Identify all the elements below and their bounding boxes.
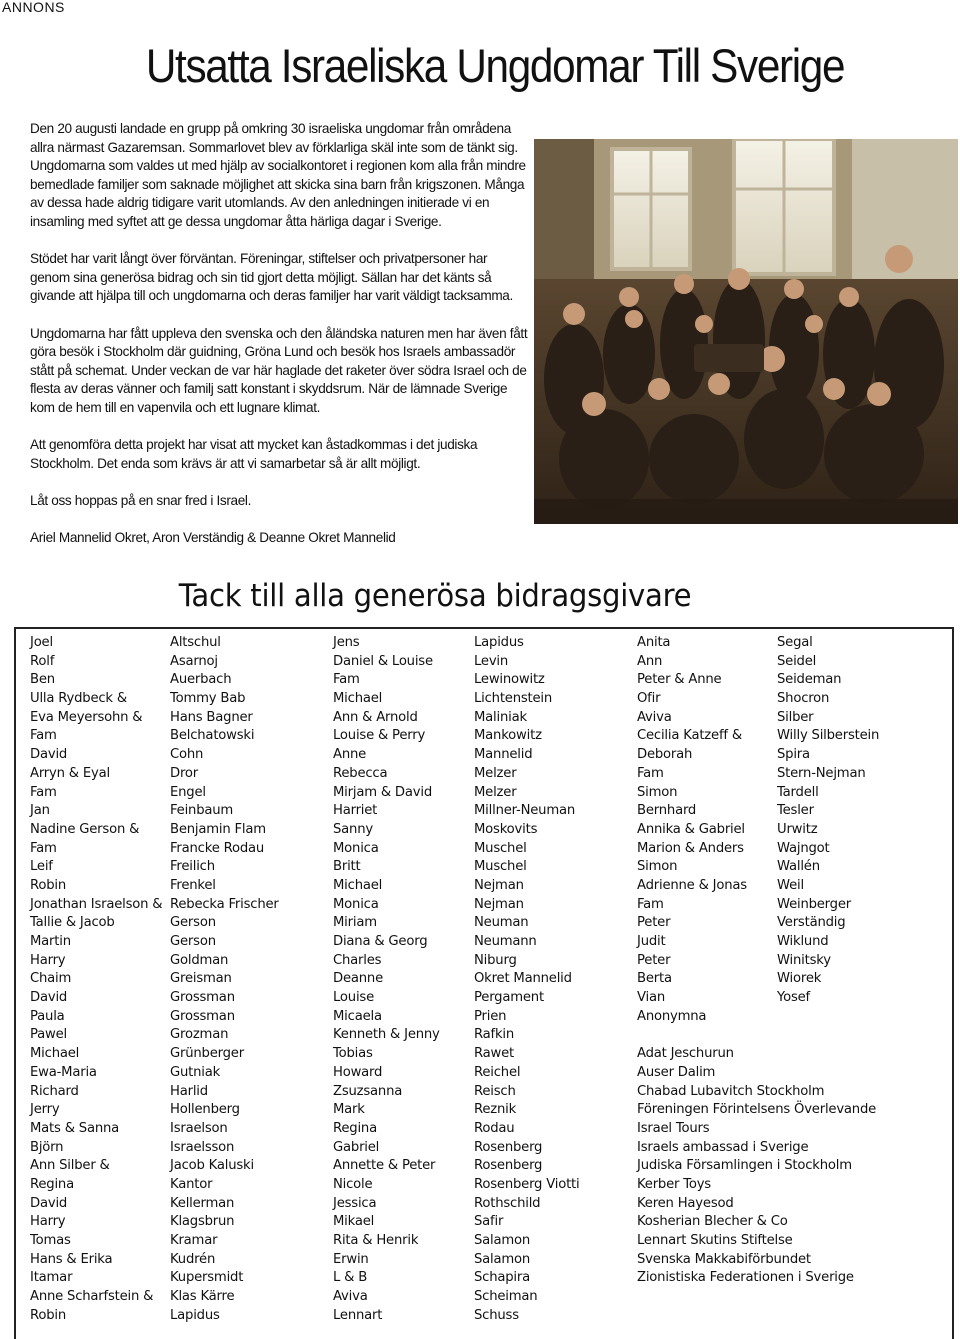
donor-entry: Tesler: [777, 803, 814, 819]
donor-entry: Safir: [474, 1214, 504, 1230]
donor-entry: Pergament: [474, 990, 544, 1006]
donor-entry: Rolf: [30, 653, 55, 669]
donor-entry: Martin: [30, 934, 71, 949]
donor-entry: Robin: [30, 1307, 67, 1323]
donor-entry: Mirjam & David: [333, 784, 432, 800]
donor-entry: Britt: [333, 859, 361, 875]
donor-entry: Klas Kärre: [170, 1289, 235, 1305]
donor-entry: Stern-Nejman: [777, 765, 866, 781]
donor-entry: Schuss: [474, 1307, 519, 1323]
donor-entry: Charles: [333, 952, 382, 968]
donor-entry: Israelson: [170, 1120, 228, 1136]
donor-entry: Aviva: [333, 1289, 368, 1305]
donor-entry: Mats & Sanna: [30, 1120, 120, 1136]
donor-entry: Muschel: [474, 840, 527, 856]
donor-entry: Arryn & Eyal: [30, 765, 110, 781]
donor-entry: Tobias: [333, 1046, 373, 1062]
donor-entry: Leif: [30, 859, 53, 875]
donor-entry: Fam: [30, 840, 57, 856]
donor-entry: David: [30, 990, 68, 1006]
donor-entry: Fam: [333, 672, 360, 688]
donor-entry: Gabriel: [333, 1139, 380, 1155]
donor-entry: Salamon: [474, 1233, 531, 1248]
donor-entry: Nadine Gerson &: [30, 821, 140, 837]
donor-entry: Peter: [637, 915, 671, 931]
donor-entry: Kudrén: [170, 1251, 216, 1267]
donor-entry: Urwitz: [777, 821, 818, 837]
donor-entry: Harriet: [333, 803, 378, 819]
donor-entry: Rebecca: [333, 765, 388, 781]
donor-entry: Anonymna: [637, 1008, 707, 1024]
donor-entry: Salamon: [474, 1251, 531, 1267]
donor-entry: Levin: [474, 653, 509, 669]
donor-entry: Jerry: [30, 1102, 60, 1118]
donor-entry: Keren Hayesod: [637, 1195, 734, 1211]
donor-entry: Grossman: [170, 1008, 235, 1024]
donor-entry: Grünberger: [170, 1046, 244, 1062]
donor-entry: Wajngot: [777, 840, 830, 856]
donor-entry: David: [30, 747, 68, 763]
donor-entry: Kupersmidt: [170, 1270, 244, 1286]
donor-entry: Sanny: [333, 821, 373, 837]
donor-entry: Hans Bagner: [170, 709, 253, 725]
donor-entry: Deanne: [333, 971, 383, 987]
donor-entry: Hollenberg: [170, 1102, 240, 1118]
donor-entry: Chabad Lubavitch Stockholm: [637, 1083, 825, 1099]
donor-entry: Feinbaum: [170, 803, 234, 819]
donor-column-2: [170, 634, 279, 1325]
donor-entry: Melzer: [474, 784, 517, 800]
donor-entry: Schapira: [474, 1270, 530, 1286]
donor-entry: Lichtenstein: [474, 691, 553, 707]
donor-entry: Anne: [333, 747, 367, 763]
donor-entry: Spira: [777, 747, 810, 763]
donor-entry: Michael: [333, 691, 383, 707]
page-title: Utsatta Israeliska Ungdomar Till Sverige: [145, 39, 845, 92]
article-paragraph-2: Stödet har varit långt över förväntan. Föreningar, stiftelser och privatpersoner har genom sina generösa bidrag och sin tid gjort detta möjligt. Sällan har det känts så givande att hjälpa till och ungdomarna och deras familjer har varit väldigt tacksamma.: [30, 251, 513, 304]
donor-entry: Ann & Arnold: [333, 709, 418, 725]
donor-entry: Judit: [637, 934, 666, 949]
donor-entry: Tommy Bab: [170, 691, 246, 707]
donor-entry: Yosef: [777, 990, 810, 1006]
donor-entry: Melzer: [474, 765, 517, 781]
donor-column-6: [777, 634, 879, 1008]
donor-entry: Chaim: [30, 971, 72, 987]
donor-entry: Marion & Anders: [637, 840, 744, 856]
donor-entry: Micaela: [333, 1008, 382, 1024]
donor-entry: Lapidus: [170, 1307, 220, 1323]
donor-entry: Israels ambassad i Sverige: [637, 1139, 809, 1155]
donor-entry: Silber: [777, 709, 814, 725]
donor-entry: Simon: [637, 784, 678, 800]
donor-entry: Fam: [637, 765, 664, 781]
donor-entry: Frenkel: [170, 877, 216, 893]
donor-entry: Seideman: [777, 672, 842, 688]
donor-entry: Fam: [637, 896, 664, 912]
donor-entry: Rosenberg Viotti: [474, 1176, 580, 1192]
donor-entry: Berta: [637, 971, 672, 987]
donor-entry: Millner-Neuman: [474, 803, 575, 819]
donor-entry: Hans & Erika: [30, 1251, 113, 1267]
donor-entry: Wiorek: [777, 971, 822, 987]
donor-entry: Aviva: [637, 709, 672, 725]
donor-entry: Asarnoj: [170, 653, 218, 669]
donor-entry: Kantor: [170, 1176, 213, 1192]
article-paragraph-3: Ungdomarna har fått uppleva den svenska och den åländska naturen men har även fått göra besök i Stockholm där guidning, Gröna Lund och besök hos Israels ambassadör stått på schemat. Under veckan de var här haglade det raketer över södra Israel och de flesta av deras vänner och familj satt konstant i skyddsrum. När de lämnade Sverige kom de hem till en vapenvila och ett lugnare klimat.: [30, 325, 528, 415]
donor-entry: Reznik: [474, 1102, 517, 1118]
donor-entry: Fam: [30, 728, 57, 744]
donor-entry: Harry: [30, 952, 66, 968]
donor-entry: Miriam: [333, 915, 377, 931]
donor-entry: Tardell: [777, 784, 819, 800]
donor-column-1: [30, 634, 162, 1325]
donor-entry: Segal: [777, 635, 813, 650]
donor-entry: Ewa-Maria: [30, 1064, 97, 1080]
donor-entry: Cecilia Katzeff &: [637, 728, 742, 744]
donor-entry: Björn: [30, 1139, 64, 1155]
donor-entry: Grossman: [170, 990, 235, 1006]
donor-entry: Kenneth & Jenny: [333, 1027, 440, 1043]
donor-entry: Michael: [30, 1046, 80, 1062]
donor-entry: Pawel: [30, 1027, 68, 1043]
donor-entry: Auerbach: [170, 672, 232, 688]
donor-entry: Louise: [333, 990, 374, 1006]
donor-entry: Engel: [170, 784, 206, 800]
donor-entry: Erwin: [333, 1251, 369, 1267]
donor-entry: Belchatowski: [170, 728, 255, 744]
donor-entry: Gutniak: [170, 1064, 221, 1080]
donor-entry: Fam: [30, 784, 57, 800]
donor-entry: Itamar: [30, 1270, 73, 1286]
donor-entry: Adrienne & Jonas: [637, 877, 747, 893]
donor-entry: Reisch: [474, 1083, 516, 1099]
donor-entry: Maliniak: [474, 709, 527, 725]
article-paragraph-4: Att genomföra detta projekt har visat att mycket kan åstadkommas i det judiska Stockholm. Det enda som krävs är att vi samarbetar så är allt möjligt.: [30, 437, 478, 471]
donor-column-4: [474, 634, 580, 1325]
donor-entry: Monica: [333, 896, 379, 912]
donor-entry: Willy Silberstein: [777, 728, 880, 744]
donor-entry: Niburg: [474, 952, 517, 968]
donor-entry: Ulla Rydbeck &: [30, 691, 127, 707]
donor-entry: Lennart Skutins Stiftelse: [637, 1233, 793, 1248]
donor-entry: Wallén: [777, 859, 820, 875]
donor-entry: Anne Scharfstein &: [30, 1289, 154, 1305]
donor-entry: Mankowitz: [474, 728, 542, 744]
donor-entry: Bernhard: [637, 803, 697, 819]
donor-entry: Neumann: [474, 934, 537, 949]
donor-entry: Gerson: [170, 915, 216, 931]
donor-entry: Anita: [637, 635, 671, 650]
donor-entry: Weil: [777, 877, 804, 893]
donor-entry: Altschul: [170, 635, 221, 650]
donor-entry: Joel: [30, 635, 53, 650]
donor-entry: Neuman: [474, 915, 529, 931]
donor-entry: Regina: [30, 1176, 74, 1192]
donor-entry: Okret Mannelid: [474, 971, 572, 987]
donor-entry: Vian: [637, 990, 666, 1006]
donor-entry: Ben: [30, 672, 55, 688]
donor-entry: Peter & Anne: [637, 672, 722, 688]
donor-column-3: [333, 634, 440, 1325]
donor-entry: Mikael: [333, 1214, 375, 1230]
donor-entry: Eva Meyersohn &: [30, 709, 143, 725]
donor-entry: Wiklund: [777, 934, 829, 949]
donor-entry: Robin: [30, 877, 67, 893]
donor-entry: Peter: [637, 952, 671, 968]
donor-entry: Richard: [30, 1083, 79, 1099]
donor-entry: Shocron: [777, 691, 830, 707]
donor-entry: Winitsky: [777, 952, 831, 968]
donor-entry: Benjamin Flam: [170, 821, 266, 837]
donor-entry: Diana & Georg: [333, 934, 428, 949]
donor-entry: Annette & Peter: [333, 1158, 436, 1174]
donor-entry: Francke Rodau: [170, 840, 265, 856]
donor-entry: Regina: [333, 1120, 377, 1136]
donors-table: [14, 627, 954, 1339]
donor-entry: Kosherian Blecher & Co: [637, 1214, 788, 1230]
donor-entry: Jan: [30, 803, 50, 819]
group-photo-illustration: [534, 139, 958, 524]
donor-entry: Kramar: [170, 1233, 218, 1248]
donor-entry: Harry: [30, 1214, 66, 1230]
donor-entry: Mannelid: [474, 747, 533, 763]
donor-entry: Israelsson: [170, 1139, 235, 1155]
donor-entry: Adat Jeschurun: [637, 1046, 734, 1062]
donor-entry: Ofir: [637, 691, 661, 707]
donor-entry: Scheiman: [474, 1289, 538, 1305]
donor-entry: Rawet: [474, 1046, 515, 1062]
donor-entry: Verständig: [777, 915, 846, 931]
donor-entry: Ann: [637, 653, 663, 669]
ad-label: ANNONS: [2, 0, 65, 15]
donor-entry: Tallie & Jacob: [30, 915, 115, 931]
donor-entry: Dror: [170, 765, 198, 781]
donor-entry: Jacob Kaluski: [170, 1158, 254, 1174]
donor-entry: Lapidus: [474, 635, 524, 650]
donor-entry: Jens: [333, 635, 360, 650]
donor-entry: Moskovits: [474, 821, 538, 837]
donor-entry: Rodau: [474, 1120, 515, 1136]
article-signature: Ariel Mannelid Okret, Aron Verständig & Deanne Okret Mannelid: [30, 530, 396, 546]
donor-entry: Zsuzsanna: [333, 1083, 403, 1099]
donor-entry: Lennart: [333, 1307, 383, 1323]
donor-entry: Zionistiska Federationen i Sverige: [637, 1270, 854, 1286]
donor-entry: Annika & Gabriel: [637, 821, 745, 837]
donor-entry: Deborah: [637, 747, 693, 763]
donor-entry: Jessica: [333, 1195, 377, 1211]
donor-entry: Rosenberg: [474, 1158, 543, 1174]
donor-entry: Mark: [333, 1102, 365, 1118]
donor-entry: Grozman: [170, 1027, 229, 1043]
donor-entry: L & B: [333, 1270, 368, 1286]
donor-entry: [637, 1026, 876, 1045]
donor-entry: Nicole: [333, 1176, 373, 1192]
donor-entry: Kellerman: [170, 1195, 235, 1211]
donor-entry: Howard: [333, 1064, 383, 1080]
donor-entry: Gerson: [170, 934, 216, 949]
donor-entry: Cohn: [170, 747, 204, 763]
donor-entry: Kerber Toys: [637, 1176, 711, 1192]
donor-entry: Judiska Församlingen i Stockholm: [637, 1158, 852, 1174]
article-body: [30, 120, 530, 566]
donor-entry: Muschel: [474, 859, 527, 875]
donor-entry: Reichel: [474, 1064, 521, 1080]
donor-entry: Prien: [474, 1008, 507, 1024]
donor-entry: Tomas: [30, 1233, 71, 1248]
donor-entry: Lewinowitz: [474, 672, 545, 688]
donor-entry: Greisman: [170, 971, 232, 987]
donor-entry: Nejman: [474, 896, 524, 912]
donor-entry: Louise & Perry: [333, 728, 426, 744]
donor-entry: Rothschild: [474, 1195, 541, 1211]
donor-entry: Weinberger: [777, 896, 851, 912]
donor-entry: Rafkin: [474, 1027, 515, 1043]
donor-entry: Svenska Makkabiförbundet: [637, 1251, 811, 1267]
donor-entry: Klagsbrun: [170, 1214, 235, 1230]
donor-entry: Israel Tours: [637, 1120, 710, 1136]
group-photo: [534, 139, 958, 524]
donor-entry: Seidel: [777, 653, 817, 669]
article-paragraph-1: Den 20 augusti landade en grupp på omkring 30 israeliska ungdomar från områdena allra närmast Gazaremsan. Sommarlovet blev av förklarliga skäl inte som de tänkt sig. Ungdomarna som valdes ut med hjälp av socialkontoret i regionen kom alla från mindre bemedlade familjer som saknade möjlighet att skicka sina barn från krigszonen. Många av dessa hade aldrig tidigare varit utomlands. Av den anledningen initierade vi en insamling med syftet att ge dessa ungdomar åtta härliga dagar i Sverige.: [30, 121, 526, 229]
donor-entry: David: [30, 1195, 68, 1211]
donor-entry: Rita & Henrik: [333, 1233, 419, 1248]
donor-entry: Paula: [30, 1008, 65, 1024]
donor-entry: Jonathan Israelson &: [30, 896, 163, 912]
donor-entry: Rosenberg: [474, 1139, 543, 1155]
donor-entry: Ann Silber &: [30, 1158, 110, 1174]
donor-entry: Harlid: [170, 1083, 208, 1099]
donors-heading: Tack till alla generösa bidragsgivare: [178, 578, 692, 614]
donor-entry: Michael: [333, 877, 383, 893]
donor-entry: Daniel & Louise: [333, 653, 433, 669]
donor-entry: Goldman: [170, 952, 229, 968]
donor-entry: Monica: [333, 840, 379, 856]
donor-entry: Simon: [637, 859, 678, 875]
donor-entry: Rebecka Frischer: [170, 896, 279, 912]
donor-entry: Föreningen Förintelsens Överlevande: [637, 1102, 877, 1118]
donor-entry: Nejman: [474, 877, 524, 893]
article-paragraph-5: Låt oss hoppas på en snar fred i Israel.: [30, 492, 252, 508]
donor-entry: Freilich: [170, 859, 215, 875]
donor-entry: Auser Dalim: [637, 1064, 716, 1080]
